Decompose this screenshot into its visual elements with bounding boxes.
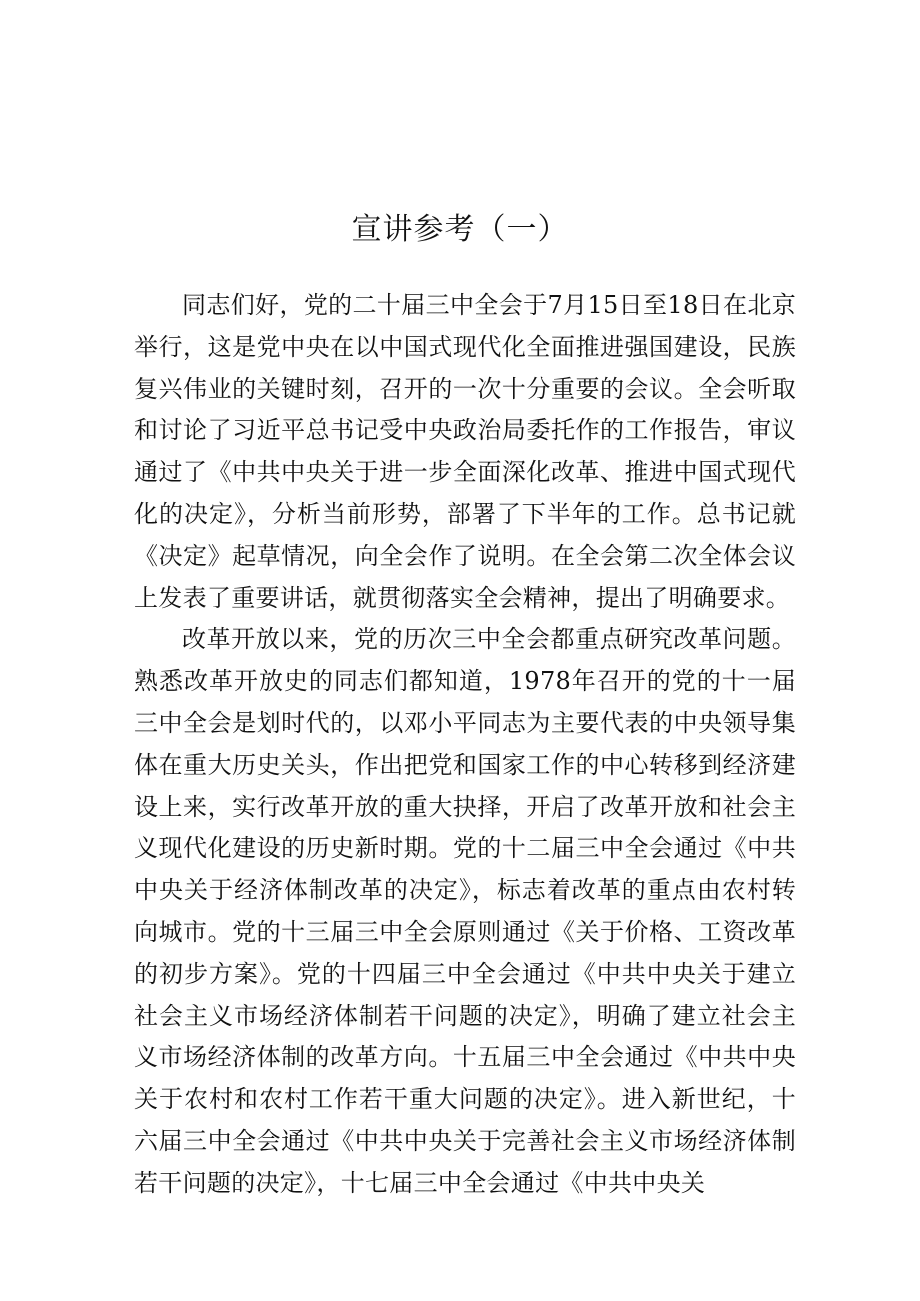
paragraph-1: 同志们好，党的二十届三中全会于7月15日至18日在北京举行，这是党中央在以中国式现代化全面推进强国建设，民族复兴伟业的关键时刻，召开的一次十分重要的会议。全会听取和讨论了习近平总书记受中央政治局委托作的工作报告，审议通过了《中共中央关于进一步全面深化改革、推进中国式现代化的决定》，分析当前形势，部署了下半年的工作。总书记就《决定》起草情况，向全会作了说明。在全会第二次全体会议上发表了重要讲话，就贯彻落实全会精神，提出了明确要求。 [134,291,796,612]
document-title: 宣讲参考（一） [351,212,569,247]
document-body [134,285,796,1205]
paragraph-2: 改革开放以来，党的历次三中全会都重点研究改革问题。熟悉改革开放史的同志们都知道，1978年召开的党的十一届三中全会是划时代的，以邓小平同志为主要代表的中央领导集体在重大历史关头，作出把党和国家工作的中心转移到经济建设上来，实行改革开放的重大抉择，开启了改革开放和社会主义现代化建设的历史新时期。党的十二届三中全会通过《中共中央关于经济体制改革的决定》，标志着改革的重点由农村转向城市。党的十三届三中全会原则通过《关于价格、工资改革的初步方案》。党的十四届三中全会通过《中共中央关于建立社会主义市场经济体制若干问题的决定》，明确了建立社会主义市场经济体制的改革方向。十五届三中全会通过《中共中央关于农村和农村工作若干重大问题的决定》。进入新世纪，十六届三中全会通过《中共中央关于完善社会主义市场经济体制若干问题的决定》，十七届三中全会通过《中共中央关 [134,625,796,1197]
